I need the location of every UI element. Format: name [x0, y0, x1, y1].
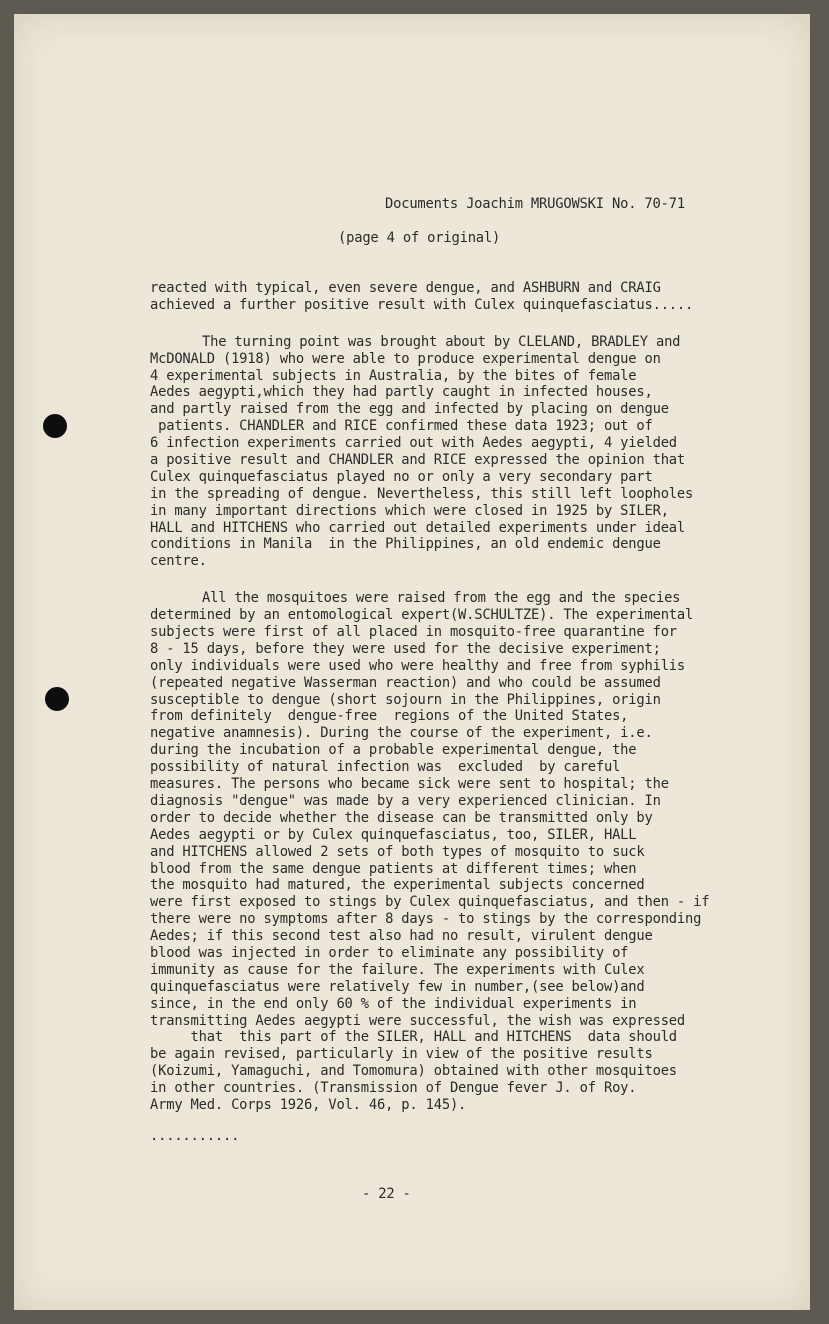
text-line: blood was injected in order to eliminate any possibility of [150, 944, 629, 961]
text-line: and partly raised from the egg and infected by placing on dengue [150, 401, 669, 418]
text-line: were first exposed to stings by Culex quinquefasciatus, and then - if [150, 894, 710, 911]
text-line: Aedes; if this second test also had no result, virulent dengue [150, 928, 653, 945]
text-line: achieved a further positive result with Culex quinquefasciatus..... [150, 296, 694, 313]
text-line: All the mosquitoes were raised from the egg and the species [202, 590, 681, 607]
text-line: be again revised, particularly in view of the positive results [150, 1046, 653, 1063]
text-line: diagnosis "dengue" was made by a very experienced clinician. In [150, 792, 661, 809]
paragraph [150, 590, 722, 1114]
text-line: patients. CHANDLER and RICE confirmed these data 1923; out of [150, 418, 653, 435]
text-line: 6 infection experiments carried out with Aedes aegypti, 4 yielded [150, 435, 677, 452]
text-line: (Koizumi, Yamaguchi, and Tomomura) obtained with other mosquitoes [150, 1063, 677, 1080]
text-line: McDONALD (1918) who were able to produce experimental dengue on [150, 350, 661, 367]
text-line: reacted with typical, even severe dengue, and ASHBURN and CRAIG [150, 280, 661, 296]
document-body [150, 280, 722, 1145]
text-line: a positive result and CHANDLER and RICE expressed the opinion that [150, 452, 686, 469]
paragraph [150, 334, 722, 570]
text-line: that this part of the SILER, HALL and HITCHENS data should [150, 1029, 677, 1046]
text-line: in other countries. (Transmission of Dengue fever J. of Roy. [150, 1080, 637, 1097]
text-line: Army Med. Corps 1926, Vol. 46, p. 145). [150, 1096, 467, 1113]
text-line: determined by an entomological expert(W.SCHULTZE). The experimental [150, 607, 694, 624]
text-line: possibility of natural infection was excluded by careful [150, 759, 621, 776]
text-line: subjects were first of all placed in mosquito-free quarantine for [150, 624, 677, 641]
text-line: the mosquito had matured, the experimental subjects concerned [150, 877, 645, 894]
text-line: susceptible to dengue (short sojourn in the Philippines, origin [150, 691, 661, 708]
punch-hole [43, 414, 67, 438]
document-header: Documents Joachim MRUGOWSKI No. 70-71 [385, 196, 685, 212]
text-line: (repeated negative Wasserman reaction) and who could be assumed [150, 674, 661, 691]
text-line: 8 - 15 days, before they were used for the decisive experiment; [150, 640, 661, 657]
punch-hole [45, 687, 69, 711]
text-line: centre. [150, 553, 207, 570]
text-line: order to decide whether the disease can be transmitted only by [150, 809, 653, 826]
text-line: and HITCHENS allowed 2 sets of both types of mosquito to suck [150, 843, 645, 860]
ellipsis: ........... [150, 1127, 240, 1144]
text-line: transmitting Aedes aegypti were successful, the wish was expressed [150, 1012, 686, 1029]
text-line: conditions in Manila in the Philippines, an old endemic dengue [150, 536, 661, 553]
text-line: quinquefasciatus were relatively few in number,(see below)and [150, 978, 645, 995]
text-line: since, in the end only 60 % of the individual experiments in [150, 995, 637, 1012]
text-line: negative anamnesis). During the course of the experiment, i.e. [150, 725, 653, 742]
text-line: blood from the same dengue patients at different times; when [150, 860, 637, 877]
text-line: 4 experimental subjects in Australia, by the bites of female [150, 367, 637, 384]
page-reference: (page 4 of original) [338, 230, 501, 246]
text-line: in many important directions which were closed in 1925 by SILER, [150, 502, 669, 519]
text-line: HALL and HITCHENS who carried out detailed experiments under ideal [150, 519, 686, 536]
page-number: - 22 - [362, 1186, 411, 1202]
text-line: there were no symptoms after 8 days - to stings by the corresponding [150, 911, 702, 928]
text-line: from definitely dengue-free regions of the United States, [150, 708, 629, 725]
text-line: The turning point was brought about by CLELAND, BRADLEY and [202, 333, 681, 350]
paragraph [150, 280, 722, 314]
text-line: Culex quinquefasciatus played no or only a very secondary part [150, 468, 653, 485]
text-line: Aedes aegypti or by Culex quinquefasciatus, too, SILER, HALL [150, 826, 637, 843]
text-line: during the incubation of a probable experimental dengue, the [150, 742, 637, 759]
text-line: only individuals were used who were healthy and free from syphilis [150, 657, 686, 674]
text-line: in the spreading of dengue. Nevertheless, this still left loopholes [150, 485, 694, 502]
text-line: Aedes aegypti,which they had partly caught in infected houses, [150, 384, 653, 401]
text-line: measures. The persons who became sick were sent to hospital; the [150, 776, 669, 793]
text-line: immunity as cause for the failure. The experiments with Culex [150, 961, 645, 978]
